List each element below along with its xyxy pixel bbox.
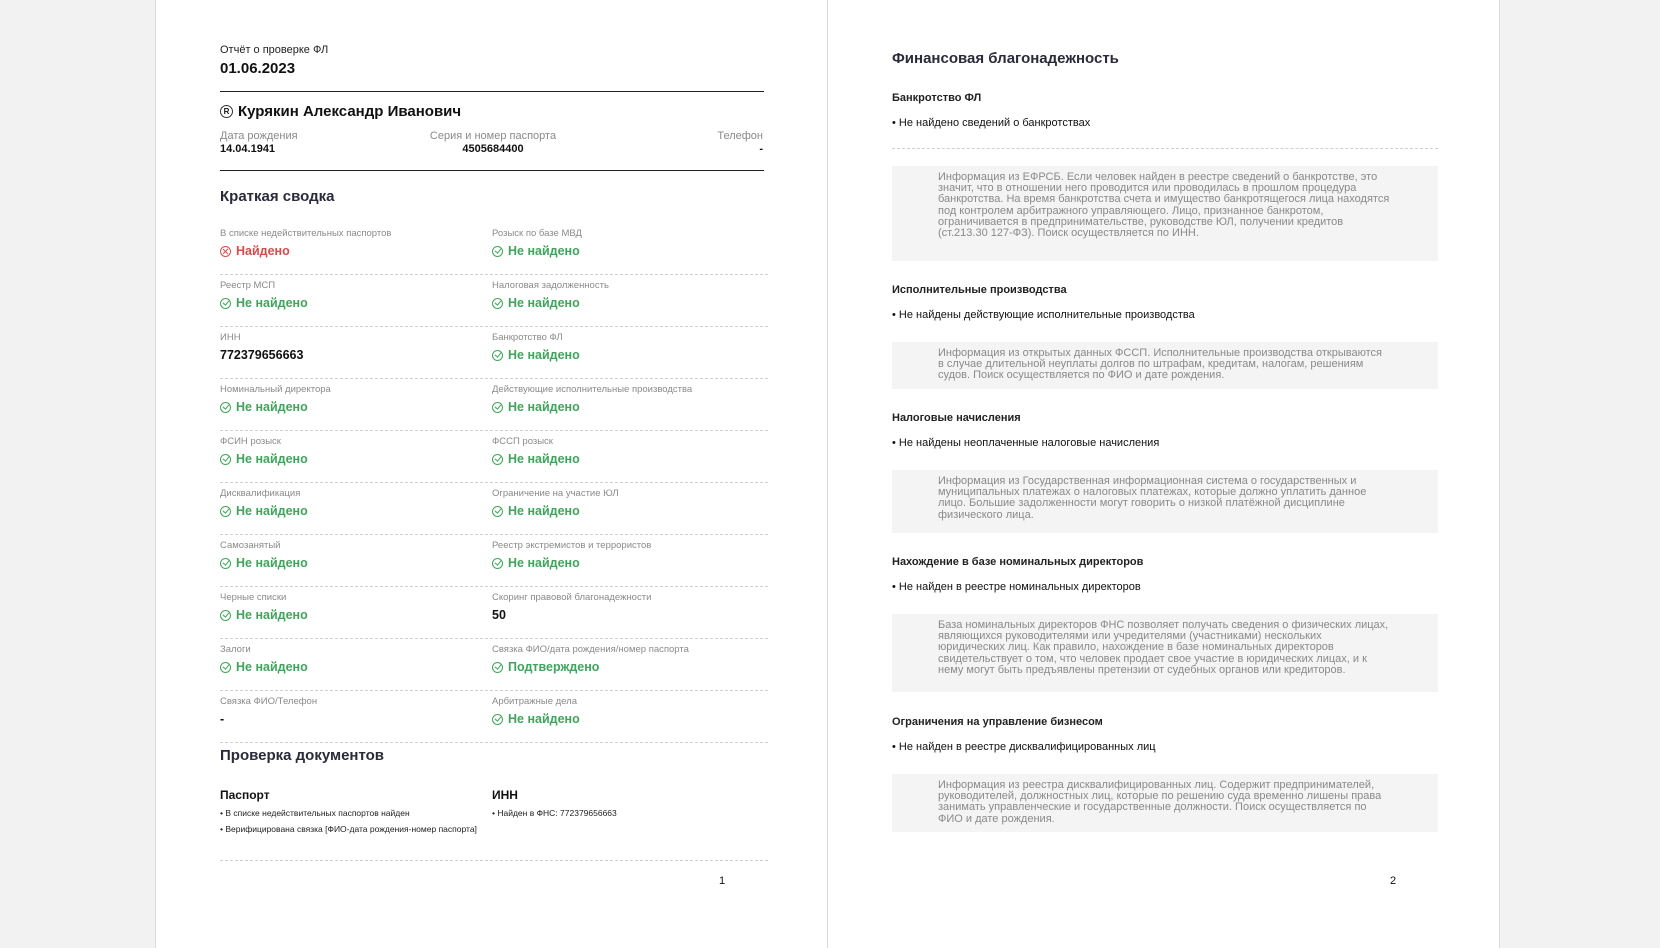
summary-item-status xyxy=(220,608,308,622)
summary-row xyxy=(220,327,768,379)
doc-item: • Верифицирована связка [ФИО-дата рождения-номер паспорта] xyxy=(220,824,477,834)
summary-item xyxy=(492,332,580,362)
check-circle-icon xyxy=(220,610,231,621)
summary-item xyxy=(492,696,580,726)
summary-item-label: ИНН xyxy=(220,332,241,343)
divider xyxy=(220,860,768,861)
report-date: 01.06.2023 xyxy=(220,60,296,77)
summary-grid xyxy=(220,223,768,743)
section-heading: Исполнительные производства xyxy=(892,284,1067,296)
summary-item-value: Не найдено xyxy=(236,452,308,466)
check-circle-icon xyxy=(492,662,503,673)
field-phone xyxy=(717,130,763,155)
summary-item-status xyxy=(220,660,308,674)
field-value: - xyxy=(759,143,763,155)
check-circle-icon xyxy=(220,402,231,413)
check-circle-icon xyxy=(220,298,231,309)
summary-item xyxy=(220,228,391,258)
doc-item: • Найден в ФНС: 772379656663 xyxy=(492,808,617,818)
summary-row xyxy=(220,379,768,431)
summary-item-status xyxy=(220,296,308,310)
summary-item-value: 50 xyxy=(492,608,506,622)
summary-item-label: Арбитражные дела xyxy=(492,696,577,707)
section-bullet: • Не найдено сведений о банкротствах xyxy=(892,117,1091,129)
summary-item-value: Не найдено xyxy=(236,660,308,674)
financial-title: Финансовая благонадежность xyxy=(892,50,1119,67)
divider xyxy=(220,91,764,92)
summary-item xyxy=(220,280,308,310)
doc-title: Паспорт xyxy=(220,788,270,802)
summary-item xyxy=(220,696,317,726)
section-bullet: • Не найден в реестре дисквалифицированных лиц xyxy=(892,741,1156,753)
summary-item-value: Не найдено xyxy=(236,296,308,310)
check-circle-icon xyxy=(492,402,503,413)
summary-item-status xyxy=(492,504,619,518)
summary-item-status xyxy=(492,400,692,414)
check-circle-icon xyxy=(492,246,503,257)
summary-item xyxy=(492,280,609,310)
summary-item-status xyxy=(492,712,580,726)
info-box: Информация из реестра дисквалифицированных лиц. Содержит предпринимателей, руководителей, должностных лиц, которые по решению суда временно лишены права занимать управленческие и государственные должности. Поиск осуществляется по ФИО и дате рождения. xyxy=(892,774,1438,832)
summary-item xyxy=(220,332,303,362)
info-box: Информация из ЕФРСБ. Если человек найден в реестре сведений о банкротстве, это значит, что в отношении него проводится или проводилась в прошлом процедура банкротства. На время банкротства счета и имущество банкротящегося лица находятся под контролем арбитражного управляющего. Лицо, признанное банкротом, ограничивается в предпринимательстве, руководстве ЮЛ, получении кредитов (ст.213.30 127-ФЗ). Поиск осуществляется по ИНН. xyxy=(892,166,1438,261)
summary-item xyxy=(220,540,308,570)
person-name xyxy=(220,103,461,120)
field-value: 14.04.1941 xyxy=(220,143,276,155)
report-page-2 xyxy=(828,0,1500,948)
registered-circle-icon: R xyxy=(220,105,233,118)
summary-item-value: Не найдено xyxy=(508,348,580,362)
field-passport xyxy=(423,130,563,155)
check-circle-icon xyxy=(220,506,231,517)
summary-item-status xyxy=(492,348,580,362)
field-label: Серия и номер паспорта xyxy=(429,130,557,142)
summary-item-value: Не найдено xyxy=(236,400,308,414)
summary-item-value: Не найдено xyxy=(508,452,580,466)
summary-item-label: Банкротство ФЛ xyxy=(492,332,563,343)
report-page-1 xyxy=(155,0,827,948)
documents-title: Проверка документов xyxy=(220,747,385,764)
summary-item-label: ФССП розыск xyxy=(492,436,553,447)
section-heading: Банкротство ФЛ xyxy=(892,92,982,104)
summary-title: Краткая сводка xyxy=(220,188,335,205)
summary-item-label: Связка ФИО/Телефон xyxy=(220,696,318,707)
section-heading: Налоговые начисления xyxy=(892,412,1021,424)
summary-item-status xyxy=(220,556,308,570)
check-circle-icon xyxy=(220,454,231,465)
summary-item xyxy=(492,592,651,622)
summary-item xyxy=(492,436,580,466)
summary-item xyxy=(492,228,582,258)
summary-row xyxy=(220,483,768,535)
summary-item-value: Не найдено xyxy=(236,504,308,518)
summary-item-status xyxy=(492,452,580,466)
summary-item-status xyxy=(220,712,317,726)
summary-item xyxy=(492,644,689,674)
section-bullet: • Не найден в реестре номинальных директоров xyxy=(892,581,1141,593)
section-heading: Нахождение в базе номинальных директоров xyxy=(892,556,1144,568)
summary-item-status xyxy=(492,660,689,674)
summary-item-status xyxy=(492,296,609,310)
summary-item-label: Черные списки xyxy=(220,592,287,603)
check-circle-icon xyxy=(492,558,503,569)
summary-item-value: Найдено xyxy=(236,244,290,258)
summary-row xyxy=(220,431,768,483)
check-circle-icon xyxy=(492,298,503,309)
summary-item-value: Не найдено xyxy=(508,244,580,258)
summary-item-value: 772379656663 xyxy=(220,348,304,362)
summary-item-value: Не найдено xyxy=(508,712,580,726)
doc-passport xyxy=(220,788,477,834)
summary-item xyxy=(220,436,308,466)
summary-item-value: - xyxy=(220,712,225,726)
check-circle-icon xyxy=(220,662,231,673)
check-circle-icon xyxy=(492,506,503,517)
summary-item-label: В списке недействительных паспортов xyxy=(220,228,392,239)
summary-item-label: Налоговая задолженность xyxy=(492,280,609,291)
summary-item-label: Реестр МСП xyxy=(220,280,276,291)
x-circle-icon xyxy=(220,246,231,257)
summary-item-label: Залоги xyxy=(220,644,251,655)
section-heading: Ограничения на управление бизнесом xyxy=(892,716,1103,728)
divider xyxy=(220,170,764,171)
doc-title: ИНН xyxy=(492,788,518,802)
summary-item xyxy=(220,592,308,622)
field-label: Телефон xyxy=(717,130,763,142)
summary-item-status xyxy=(220,348,303,362)
page-number: 1 xyxy=(719,875,726,887)
info-box: Информация из Государственная информационная система о государственных и муниципальных платежах о налоговых платежах, которые должно уплатить данное лицо. Большие задолженности могут говорить о низкой платёжной дисциплине физического лица. xyxy=(892,470,1438,533)
summary-item-status xyxy=(492,608,651,622)
summary-item-value: Не найдено xyxy=(508,400,580,414)
summary-item xyxy=(492,384,692,414)
summary-item-value: Подтверждено xyxy=(508,660,600,674)
summary-item-label: ФСИН розыск xyxy=(220,436,281,447)
summary-item-label: Розыск по базе МВД xyxy=(492,228,582,239)
check-circle-icon xyxy=(492,350,503,361)
summary-row xyxy=(220,223,768,275)
person-name-text: Курякин Александр Иванович xyxy=(238,103,462,120)
summary-item-value: Не найдено xyxy=(236,556,308,570)
summary-item-value: Не найдено xyxy=(508,296,580,310)
summary-item xyxy=(220,384,331,414)
info-box: Информация из открытых данных ФССП. Исполнительные производства открываются в случае длительной неуплаты долгов по штрафам, кредитам, налогам, решениям судов. Поиск осуществляется по ФИО и дате рождения. xyxy=(892,342,1438,389)
summary-item-value: Не найдено xyxy=(236,608,308,622)
summary-row xyxy=(220,587,768,639)
summary-item xyxy=(492,488,619,518)
summary-item-status xyxy=(220,244,391,258)
section-bullet: • Не найдены неоплаченные налоговые начисления xyxy=(892,437,1160,449)
summary-item-label: Связка ФИО/дата рождения/номер паспорта xyxy=(492,644,689,655)
summary-row xyxy=(220,639,768,691)
divider xyxy=(892,148,1438,149)
summary-item-label: Самозанятый xyxy=(220,540,281,551)
doc-item: • В списке недействительных паспортов найден xyxy=(220,808,410,818)
summary-row xyxy=(220,275,768,327)
doc-inn xyxy=(492,788,617,818)
report-title: Отчёт о проверке ФЛ xyxy=(220,44,329,56)
summary-item-label: Дисквалификация xyxy=(220,488,301,499)
summary-item xyxy=(220,488,308,518)
summary-item-status xyxy=(492,556,651,570)
check-circle-icon xyxy=(492,714,503,725)
summary-row xyxy=(220,535,768,587)
summary-item-label: Действующие исполнительные производства xyxy=(492,384,693,395)
info-box: База номинальных директоров ФНС позволяет получать сведения о физических лицах, являющихся руководителями или учредителями (участниками) нескольких юридических лиц. Как правило, нахождение в базе номинальных директоров свидетельствует о том, что человек продает свое участие в юридических лицах, и к нему могут быть предъявлены претензии от судебных органов или кредиторов. xyxy=(892,614,1438,692)
summary-item-label: Скоринг правовой благонадежности xyxy=(492,592,652,603)
summary-row xyxy=(220,691,768,743)
summary-item-label: Реестр экстремистов и террористов xyxy=(492,540,652,551)
check-circle-icon xyxy=(492,454,503,465)
summary-item xyxy=(492,540,651,570)
summary-item-label: Номинальный директора xyxy=(220,384,331,395)
check-circle-icon xyxy=(220,558,231,569)
summary-item-value: Не найдено xyxy=(508,556,580,570)
summary-item-value: Не найдено xyxy=(508,504,580,518)
summary-item-status xyxy=(220,400,331,414)
summary-item-status xyxy=(492,244,582,258)
page-number: 2 xyxy=(1390,875,1397,887)
field-value: 4505684400 xyxy=(462,143,524,155)
summary-item-label: Ограничение на участие ЮЛ xyxy=(492,488,619,499)
section-bullet: • Не найдены действующие исполнительные производства xyxy=(892,309,1195,321)
summary-item-status xyxy=(220,452,308,466)
field-label: Дата рождения xyxy=(220,130,298,142)
field-birthdate xyxy=(220,130,298,155)
summary-item xyxy=(220,644,308,674)
summary-item-status xyxy=(220,504,308,518)
